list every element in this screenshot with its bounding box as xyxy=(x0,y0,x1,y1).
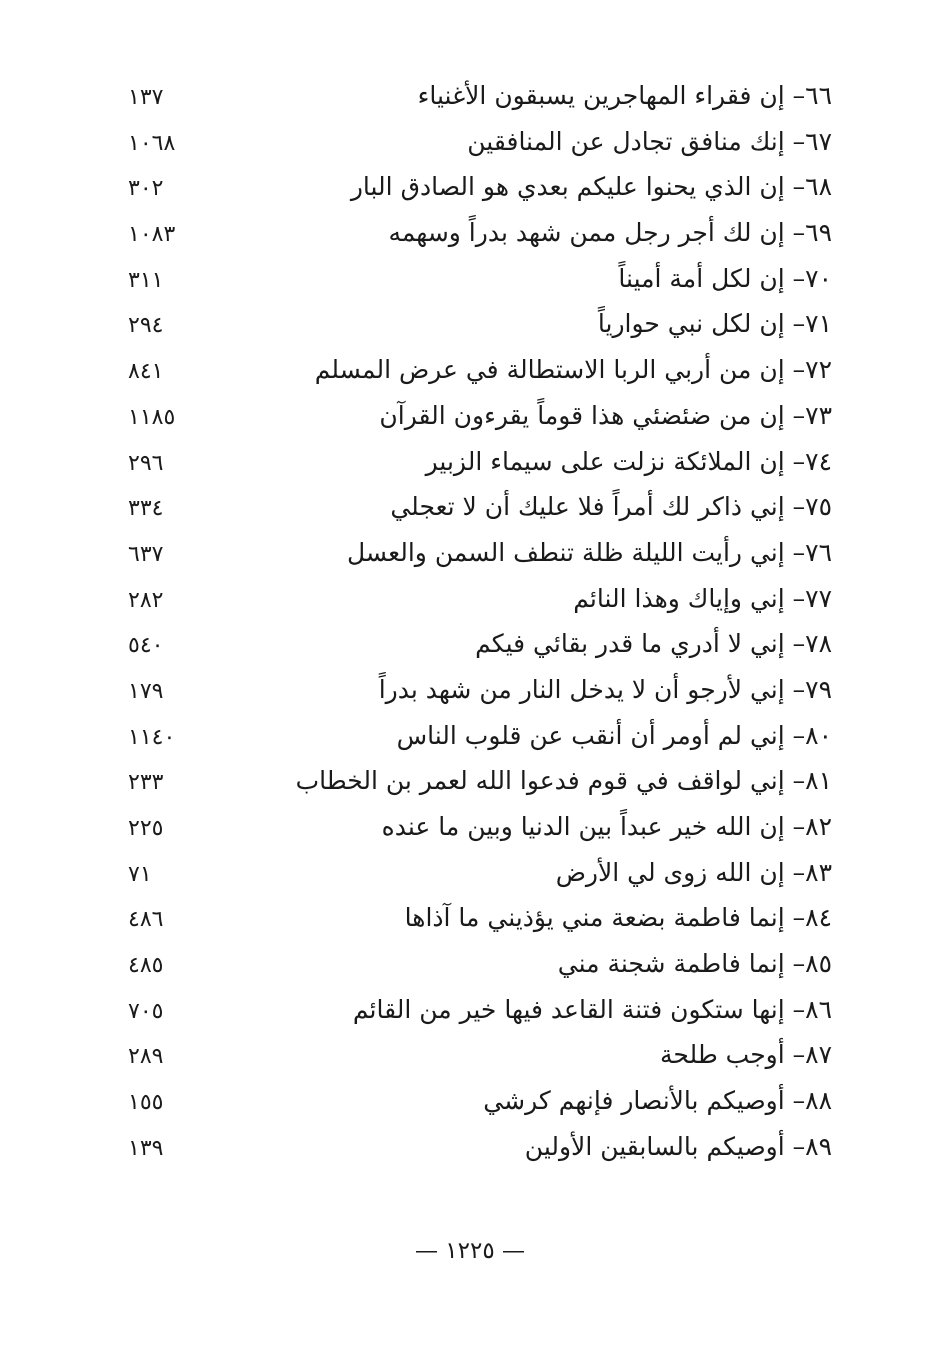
entry-title: ٧٤– إن الملائكة نزلت على سيماء الزبير xyxy=(425,446,832,476)
entry-page-number: ٣٠٢ xyxy=(128,176,164,202)
index-entry xyxy=(100,167,840,213)
entry-page-number: ١٥٥ xyxy=(128,1090,164,1116)
entry-page-number: ١١٨٥ xyxy=(128,404,176,430)
hadith-index-list xyxy=(100,76,840,1173)
index-entry xyxy=(100,670,840,716)
entry-title: ٦٩– إن لك أجر رجل ممن شهد بدراً وسهمه xyxy=(388,218,832,248)
entry-title: ٨٥– إنما فاطمة شجنة مني xyxy=(557,949,832,979)
entry-page-number: ٣٣٤ xyxy=(128,496,164,522)
index-entry xyxy=(100,442,840,488)
entry-page-number: ١١٤٠ xyxy=(128,724,176,750)
entry-page-number: ١٠٦٨ xyxy=(128,130,176,156)
entry-page-number: ١٧٩ xyxy=(128,678,164,704)
entry-page-number: ٢٨٢ xyxy=(128,587,164,613)
entry-page-number: ١٠٨٣ xyxy=(128,222,176,248)
entry-page-number: ٢٩٤ xyxy=(128,313,164,339)
entry-page-number: ٢٢٥ xyxy=(128,816,164,841)
entry-page-number: ١٣٧ xyxy=(128,85,164,110)
entry-title: ٨٩– أوصيكم بالسابقين الأولين xyxy=(524,1131,832,1161)
index-entry xyxy=(100,213,840,259)
entry-page-number: ٤٨٥ xyxy=(128,953,164,979)
entry-title: ٧٢– إن من أربي الربا الاستطالة في عرض المسلم xyxy=(314,355,832,385)
entry-title: ٧٣– إن من ضئضئي هذا قوماً يقرءون القرآن xyxy=(379,400,832,430)
entry-page-number: ١٣٩ xyxy=(128,1135,164,1161)
entry-title: ٨٤– إنما فاطمة بضعة مني يؤذيني ما آذاها xyxy=(404,903,832,933)
index-entry xyxy=(100,259,840,305)
index-entry xyxy=(100,624,840,670)
entry-page-number: ٢٩٦ xyxy=(128,450,164,476)
entry-title: ٦٦– إن فقراء المهاجرين يسبقون الأغنياء xyxy=(417,81,832,110)
entry-title: ٨١– إني لواقف في قوم فدعوا الله لعمر بن الخطاب xyxy=(295,766,832,796)
index-entry xyxy=(100,1081,840,1127)
index-entry xyxy=(100,944,840,990)
entry-title: ٨٠– إني لم أومر أن أنقب عن قلوب الناس xyxy=(396,720,832,750)
index-entry xyxy=(100,853,840,899)
entry-title: ٧٨– إني لا أدري ما قدر بقائي فيكم xyxy=(475,629,832,659)
entry-page-number: ٢٨٩ xyxy=(128,1044,164,1070)
entry-title: ٧٩– إني لأرجو أن لا يدخل النار من شهد بدراً xyxy=(378,674,832,704)
entry-title: ٨٣– إن الله زوى لي الأرض xyxy=(555,857,832,887)
index-entry xyxy=(100,487,840,533)
entry-title: ٧٥– إني ذاكر لك أمراً فلا عليك أن لا تعجلي xyxy=(390,492,832,522)
index-entry xyxy=(100,761,840,807)
index-entry xyxy=(100,533,840,579)
index-entry xyxy=(100,1035,840,1081)
index-entry xyxy=(100,76,840,122)
entry-title: ٧١– إن لكل نبي حوارياً xyxy=(597,309,832,339)
entry-title: ٨٧– أوجب طلحة xyxy=(660,1040,832,1070)
entry-page-number: ٥٤٠ xyxy=(128,633,164,659)
index-entry xyxy=(100,396,840,442)
entry-page-number: ٢٣٣ xyxy=(128,770,164,796)
index-entry xyxy=(100,122,840,168)
page-number: — ١٢٢٥ — xyxy=(414,1238,526,1264)
entry-page-number: ٣١١ xyxy=(128,267,164,293)
entry-title: ٦٨– إن الذي يحنوا عليكم بعدي هو الصادق البار xyxy=(350,172,832,202)
entry-title: ٧٠– إن لكل أمة أميناً xyxy=(618,263,832,293)
entry-title: ٨٢– إن الله خير عبداً بين الدنيا وبين ما عنده xyxy=(381,812,832,841)
entry-title: ٧٦– إني رأيت الليلة ظلة تنطف السمن والعسل xyxy=(346,537,832,567)
index-entry xyxy=(100,350,840,396)
index-entry xyxy=(100,990,840,1036)
entry-page-number: ٦٣٧ xyxy=(128,541,164,567)
index-entry xyxy=(100,1127,840,1173)
entry-title: ٧٧– إني وإياك وهذا النائم xyxy=(573,583,832,613)
index-entry xyxy=(100,807,840,853)
entry-page-number: ٧٠٥ xyxy=(128,998,164,1024)
entry-title: ٦٧– إنك منافق تجادل عن المنافقين xyxy=(467,126,832,156)
index-entry xyxy=(100,898,840,944)
entry-title: ٨٦– إنها ستكون فتنة القاعد فيها خير من القائم xyxy=(352,994,832,1024)
entry-page-number: ٨٤١ xyxy=(128,359,164,385)
entry-page-number: ٧١ xyxy=(128,861,152,887)
index-entry xyxy=(100,716,840,762)
entry-page-number: ٤٨٦ xyxy=(128,907,164,933)
index-entry xyxy=(100,579,840,625)
entry-title: ٨٨– أوصيكم بالأنصار فإنهم كرشي xyxy=(483,1086,832,1116)
index-entry xyxy=(100,304,840,350)
